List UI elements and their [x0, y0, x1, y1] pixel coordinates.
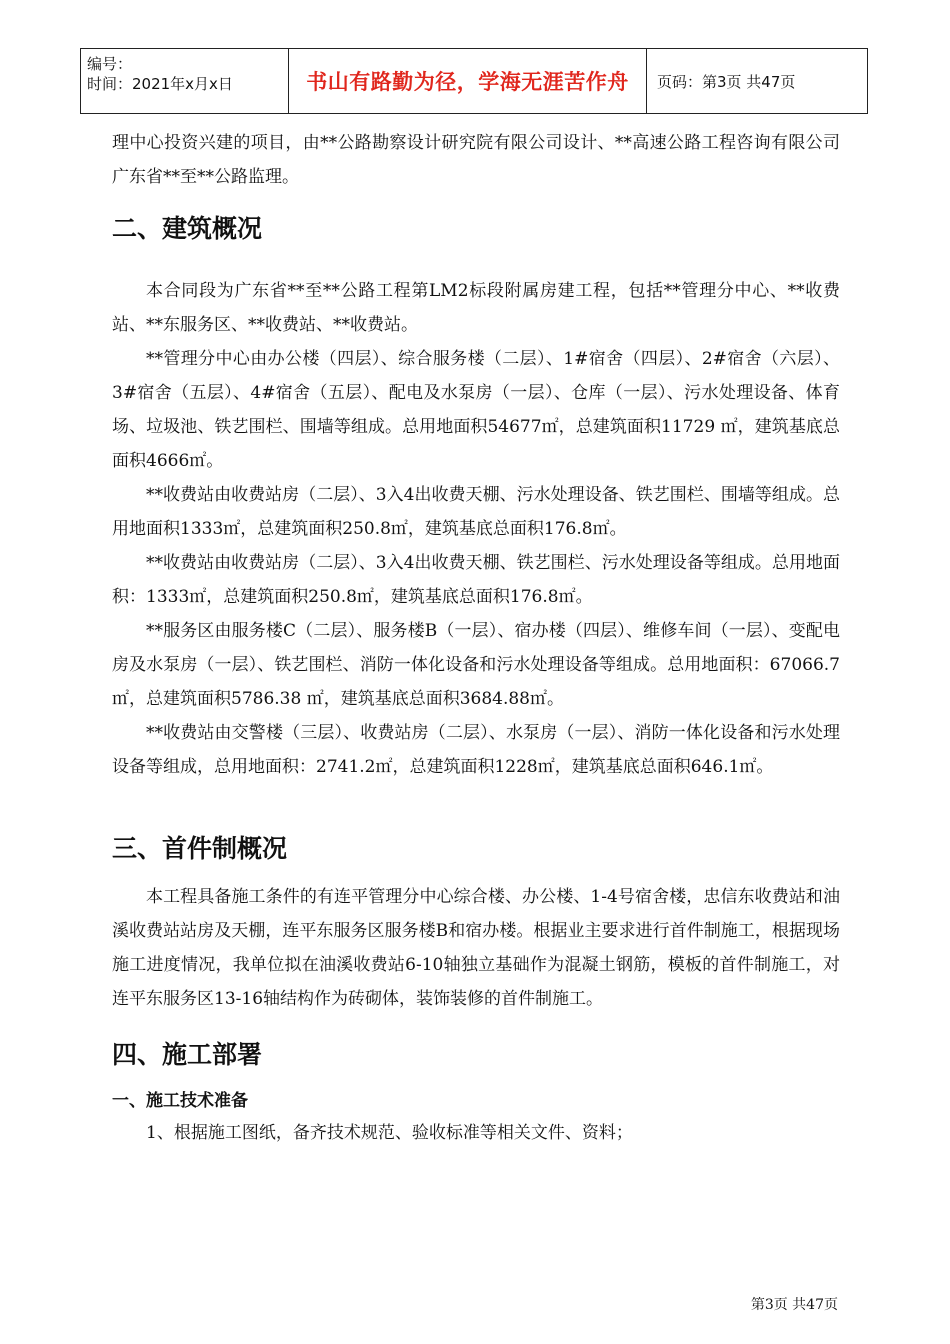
document-time-label: 时间：2021年x月x日 — [87, 75, 233, 93]
page-footer: 第3页 共47页 — [750, 1297, 838, 1313]
section-heading-construction-deployment: 四、施工部署 — [112, 1040, 263, 1069]
section2-paragraph: **收费站由收费站房（二层）、3入4出收费天棚、铁艺围栏、污水处理设备等组成。总用地面积：1333㎡，总建筑面积250.8㎡，建筑基底总面积176.8㎡。 — [112, 553, 840, 607]
page-header — [80, 48, 868, 114]
intro-paragraph: 理中心投资兴建的项目，由**公路勘察设计研究院有限公司设计、**高速公路工程咨询有限公司广东省**至**公路监理。 — [112, 133, 840, 187]
header-motto: 书山有路勤为径，学海无涯苦作舟 — [289, 49, 647, 113]
section2-paragraph: **服务区由服务楼C（二层）、服务楼B（一层）、宿办楼（四层）、维修车间（一层）、变配电房及水泵房（一层）、铁艺围栏、消防一体化设备和污水处理设备等组成。总用地面积：67066.7 ㎡，总建筑面积5786.38 ㎡，建筑基底总面积3684.88㎡。 — [112, 621, 840, 709]
section-heading-building-overview: 二、建筑概况 — [112, 214, 263, 243]
section2-paragraph: **管理分中心由办公楼（四层）、综合服务楼（二层）、1#宿舍（四层）、2#宿舍（六层）、3#宿舍（五层）、4#宿舍（五层）、配电及水泵房（一层）、仓库（一层）、污水处理设备、体育场、垃圾池、铁艺围栏、围墙等组成。总用地面积54677㎡，总建筑面积11729 ㎡，建筑基底总面积4666㎡。 — [112, 349, 840, 471]
document-number-label: 编号： — [87, 55, 133, 73]
section2-paragraph: 本合同段为广东省**至**公路工程第LM2标段附属房建工程，包括**管理分中心、**收费站、**东服务区、**收费站、**收费站。 — [112, 281, 840, 335]
header-page-number: 页码：第3页 共47页 — [657, 72, 796, 91]
subsection-list-item: 1、根据施工图纸，备齐技术规范、验收标准等相关文件、资料； — [146, 1123, 633, 1143]
header-meta — [81, 49, 289, 113]
section3-paragraph: 本工程具备施工条件的有连平管理分中心综合楼、办公楼、1-4号宿舍楼，忠信东收费站和油溪收费站站房及天棚，连平东服务区服务楼B和宿办楼。根据业主要求进行首件制施工，根据现场施工进度情况，我单位拟在油溪收费站6-10轴独立基础作为混凝土钢筋，模板的首件制施工，对连平东服务区13-16轴结构作为砖砌体，装饰装修的首件制施工。 — [112, 887, 840, 1009]
section2-paragraph: **收费站由收费站房（二层）、3入4出收费天棚、污水处理设备、铁艺围栏、围墙等组成。总用地面积1333㎡，总建筑面积250.8㎡，建筑基底总面积176.8㎡。 — [112, 485, 840, 539]
document-body — [112, 126, 840, 1150]
section2-paragraph: **收费站由交警楼（三层）、收费站房（二层）、水泵房（一层）、消防一体化设备和污水处理设备等组成，总用地面积：2741.2㎡，总建筑面积1228㎡，建筑基底总面积646.1㎡。 — [112, 723, 840, 777]
subsection-heading-technical-preparation: 一、施工技术准备 — [112, 1091, 248, 1111]
section-heading-first-piece-overview: 三、首件制概况 — [112, 834, 288, 863]
